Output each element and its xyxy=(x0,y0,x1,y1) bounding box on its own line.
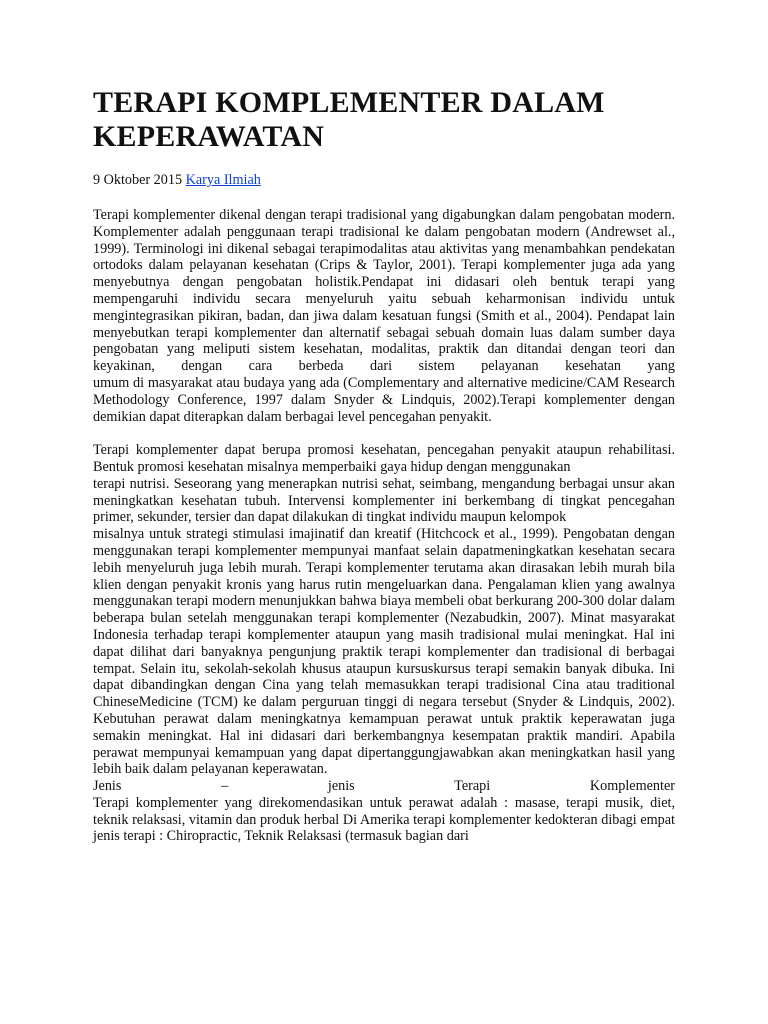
article-meta xyxy=(93,172,261,189)
paragraph-2c: misalnya untuk strategi stimulasi imajinatif dan kreatif (Hitchcock et al., 1999). Pengobatan dengan menggunakan terapi komplementer mempunyai manfaat selain dapatmeningkatkan kesehatan secara lebih menyeluruh juga lebih murah. Terapi komplementer terutama akan dirasakan lebih murah bila klien dengan penyakit kronis yang harus rutin mengeluarkan dana. Pengalaman klien yang awalnya menggunakan terapi modern menunjukkan bahwa biaya membeli obat berkurang 200-300 dolar dalam beberapa bulan setelah menggunakan terapi komplementer (Nezabudkin, 2007). Minat masyarakat Indonesia terhadap terapi komplementer ataupun yang masih tradisional mulai meningkat. Hal ini dapat dilihat dari banyaknya pengunjung praktik terapi komplementer dan tradisional di berbagai tempat. Selain itu, sekolah-sekolah khusus ataupun kursuskursus terapi semakin banyak dibuka. Ini dapat dibandingkan dengan Cina yang telah memasukkan terapi tradisional Cina atau traditional ChineseMedicine (TCM) ke dalam perguruan tinggi di negara tersebut (Snyder & Lindquis, 2002). Kebutuhan perawat dalam meningkatnya kemampuan perawat untuk praktik keperawatan juga semakin meningkat. Hal ini didasari dari berkembangnya kesempatan praktik mandiri. Apabila perawat mempunyai kemampuan yang dapat dipertanggungjawabkan akan meningkatkan hasil yang lebih baik dalam pelayanan keperawatan. xyxy=(93,526,675,778)
article-body xyxy=(93,207,675,845)
category-link[interactable]: Karya Ilmiah xyxy=(185,172,261,188)
section-heading: Jenis – jenis Terapi Komplementer xyxy=(93,778,675,795)
paragraph-3: Terapi komplementer yang direkomendasikan untuk perawat adalah : masase, terapi musik, diet, teknik relaksasi, vitamin dan produk herbal Di Amerika terapi komplementer kedokteran dibagi empat jenis terapi : Chiropractic, Teknik Relaksasi (termasuk bagian dari xyxy=(93,794,675,845)
paragraph-1a: Terapi komplementer dikenal dengan terapi tradisional yang digabungkan dalam pengobatan modern. Komplementer adalah penggunaan terapi tradisional ke dalam pengobatan modern (Andrewset al., 1999). Terminologi ini dikenal sebagai terapimodalitas atau aktivitas yang menambahkan pendekatan ortodoks dalam pelayanan kesehatan (Crips & Taylor, 2001). Terapi komplementer juga ada yang menyebutnya dengan pengobatan holistik.Pendapat ini didasari oleh bentuk terapi yang mempengaruhi individu secara menyeluruh yaitu sebuah keharmonisan individu untuk mengintegrasikan pikiran, badan, dan jiwa dalam kesatuan fungsi (Smith et al., 2004). Pendapat lain menyebutkan terapi komplementer dan alternatif sebagai sebuah domain luas dalam sumber daya pengobatan yang meliputi sistem kesehatan, modalitas, praktik dan ditandai dengan teori dan keyakinan, dengan cara berbeda dari sistem pelayanan kesehatan yang xyxy=(93,207,675,375)
paragraph-2a: Terapi komplementer dapat berupa promosi kesehatan, pencegahan penyakit ataupun rehabilitasi. Bentuk promosi kesehatan misalnya memperbaiki gaya hidup dengan menggunakan xyxy=(93,442,675,475)
paragraph-1b: umum di masyarakat atau budaya yang ada (Complementary and alternative medicine/CAM Research Methodology Conference, 1997 dalam Snyder & Lindquis, 2002).Terapi komplementer dengan demikian dapat diterapkan dalam berbagai level pencegahan penyakit. xyxy=(93,374,675,425)
paragraph-2b: terapi nutrisi. Seseorang yang menerapkan nutrisi sehat, seimbang, mengandung berbagai unsur akan meningkatkan kesehatan tubuh. Intervensi komplementer ini berkembang di tingkat pencegahan primer, sekunder, tersier dan dapat dilakukan di tingkat individu maupun kelompok xyxy=(93,475,675,526)
article-title: TERAPI KOMPLEMENTER DALAM KEPERAWATAN xyxy=(93,86,605,153)
post-date: 9 Oktober 2015 xyxy=(93,172,183,188)
